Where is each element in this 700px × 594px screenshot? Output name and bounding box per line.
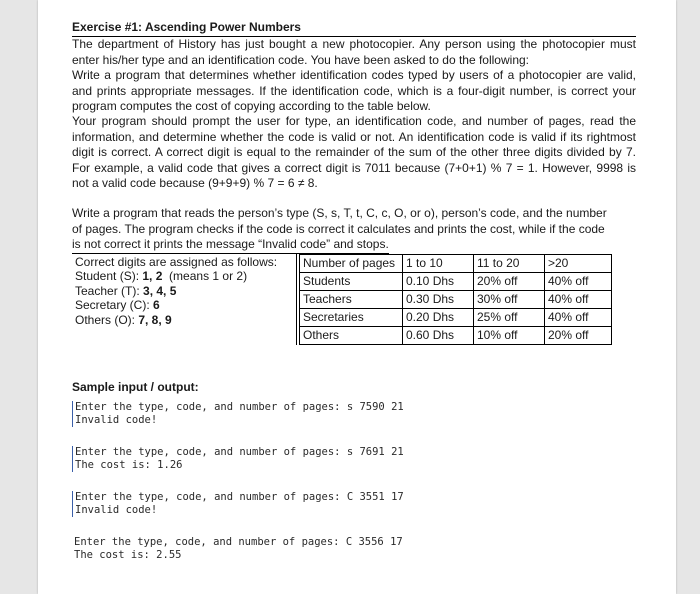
header-cell: 1 to 10 bbox=[403, 254, 474, 272]
intro-paragraph: The department of History has just bought a new photocopier. Any person using the photocopier must enter his/her type and an identification code. You have been asked to do the following: bbox=[72, 37, 636, 67]
table-cell: 0.10 Dhs bbox=[403, 272, 474, 290]
sample-block bbox=[72, 446, 636, 472]
sample-output: The cost is: 2.55 bbox=[74, 549, 182, 562]
table-cell: 40% off bbox=[545, 290, 612, 308]
table-cell: 30% off bbox=[474, 290, 545, 308]
cost-table bbox=[299, 254, 612, 345]
table-cell: Secretaries bbox=[300, 308, 403, 326]
header-cell: >20 bbox=[545, 254, 612, 272]
rules-layout bbox=[72, 254, 612, 345]
table-cell: 0.60 Dhs bbox=[403, 326, 474, 344]
digit-assignment bbox=[72, 254, 297, 345]
sample-output: The cost is: 1.26 bbox=[75, 459, 183, 472]
sample-block bbox=[72, 491, 636, 517]
table-cell: 0.20 Dhs bbox=[403, 308, 474, 326]
table-cell: Others bbox=[300, 326, 403, 344]
digit-heading: Correct digits are assigned as follows: bbox=[75, 254, 278, 269]
table-row bbox=[300, 326, 612, 344]
table-row bbox=[300, 308, 612, 326]
table-cell: 10% off bbox=[474, 326, 545, 344]
program-line: Write a program that reads the person’s type (S, s, T, t, C, c, O, or o), person’s code, and the number bbox=[72, 206, 607, 221]
sample-prompt: Enter the type, code, and number of pages: C 3551 17 bbox=[75, 491, 404, 504]
task-paragraph: Write a program that determines whether identification codes typed by users of a photocopier are valid, and prints appropriate messages. If the identification code, which is a four-digit number, is correct your program computes the cost of copying according to the table below. bbox=[72, 68, 636, 114]
sample-block bbox=[72, 536, 636, 562]
table-row bbox=[300, 290, 612, 308]
table-cell: 20% off bbox=[474, 272, 545, 290]
table-cell: 40% off bbox=[545, 272, 612, 290]
table-cell: Students bbox=[300, 272, 403, 290]
program-line: is not correct it prints the message “Invalid code” and stops. bbox=[72, 237, 389, 253]
header-cell: Number of pages bbox=[300, 254, 403, 272]
digit-student: Student (S): 1, 2 (means 1 or 2) bbox=[75, 269, 248, 284]
sample-heading: Sample input / output: bbox=[72, 379, 199, 394]
table-cell: 20% off bbox=[545, 326, 612, 344]
sample-block bbox=[72, 401, 636, 427]
table-cell: 25% off bbox=[474, 308, 545, 326]
digit-secretary: Secretary (C): 6 bbox=[75, 298, 160, 313]
digit-teacher: Teacher (T): 3, 4, 5 bbox=[75, 283, 177, 298]
cost-table-header bbox=[300, 254, 612, 272]
sample-output: Invalid code! bbox=[75, 414, 158, 427]
table-cell: 40% off bbox=[545, 308, 612, 326]
table-cell: 0.30 Dhs bbox=[403, 290, 474, 308]
program-paragraph bbox=[72, 206, 636, 253]
table-cell: Teachers bbox=[300, 290, 403, 308]
sample-prompt: Enter the type, code, and number of pages: C 3556 17 bbox=[74, 536, 403, 549]
document-content bbox=[72, 20, 636, 562]
header-cell: 11 to 20 bbox=[474, 254, 545, 272]
sample-output: Invalid code! bbox=[75, 504, 158, 517]
exercise-title: Exercise #1: Ascending Power Numbers bbox=[72, 20, 636, 37]
sample-prompt: Enter the type, code, and number of pages: s 7590 21 bbox=[75, 401, 404, 414]
sample-prompt: Enter the type, code, and number of pages: s 7691 21 bbox=[75, 446, 404, 459]
program-line: of pages. The program checks if the code is correct it calculates and prints the cost, while if the code bbox=[72, 221, 605, 236]
table-row bbox=[300, 272, 612, 290]
digit-others: Others (O): 7, 8, 9 bbox=[75, 312, 172, 327]
validation-paragraph: Your program should prompt the user for type, an identification code, and number of pages, read the information, and determine whether the code is valid or not. An identification code is valid if its rightmost digit is correct. A correct digit is equal to the remainder of the sum of the other three digits divided by 7. For example, a valid code that gives a correct digit is 7011 because (7+0+1) % 7 = 1. However, 9998 is not a valid code because (9+9+9) % 7 = 6 ≠ 8. bbox=[72, 114, 636, 191]
